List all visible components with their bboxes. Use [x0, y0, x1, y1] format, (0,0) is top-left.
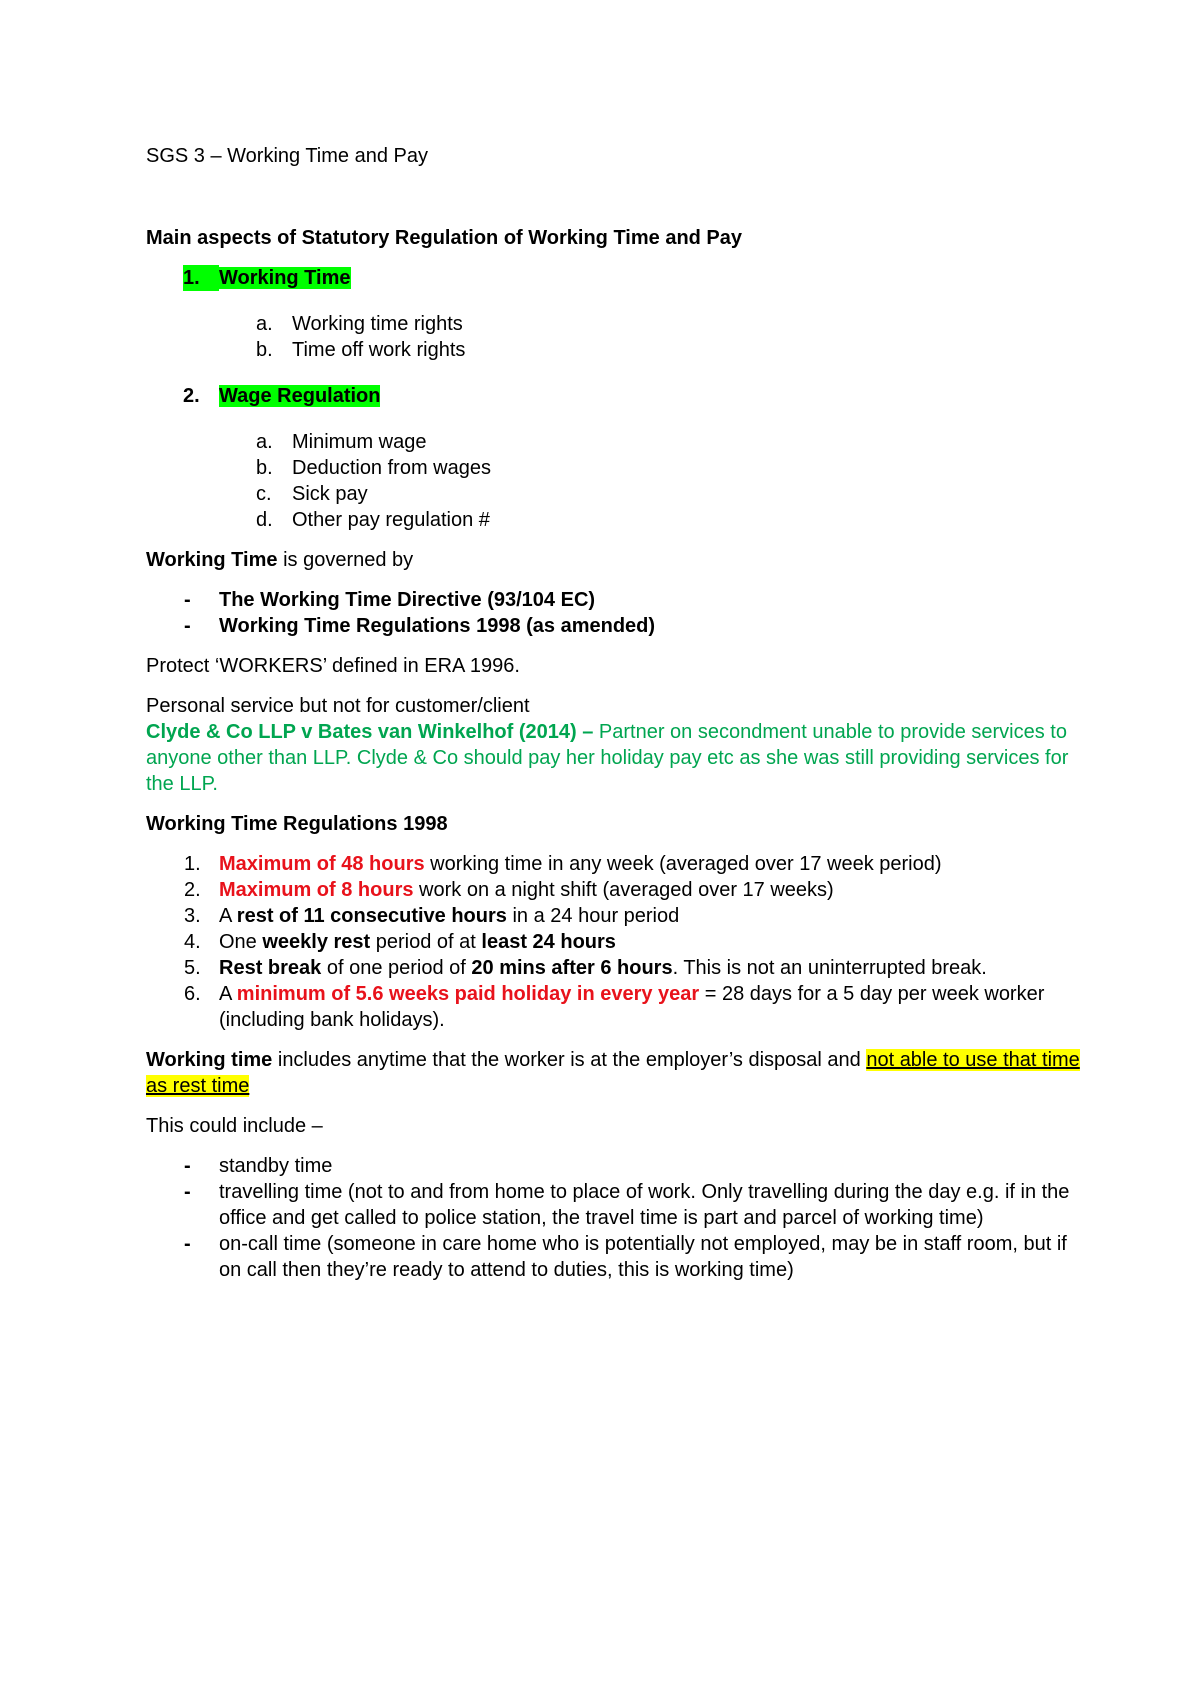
list-item — [146, 311, 1086, 337]
case-paragraph — [146, 719, 1086, 797]
wtr-list-item — [146, 851, 1086, 877]
case-name: Clyde & Co LLP v Bates van Winkelhof (2014) – — [146, 721, 594, 743]
list-marker: - — [184, 589, 191, 611]
list-item — [146, 1179, 1086, 1231]
list-item-text: Working Time Regulations 1998 (as amended) — [219, 615, 656, 637]
text-run: period of at — [370, 931, 482, 953]
wtr-list — [146, 851, 1086, 1033]
working-time-definition — [146, 1047, 1086, 1099]
list-marker: - — [184, 1233, 191, 1255]
wtr-list-item — [146, 929, 1086, 955]
text-run: least 24 hours — [481, 931, 616, 953]
list-item — [146, 429, 1086, 455]
list-marker: b. — [256, 457, 273, 479]
list-marker: b. — [256, 339, 273, 361]
list-marker: 4. — [184, 931, 201, 953]
section-heading-working-time — [183, 265, 1086, 291]
list-marker: c. — [256, 483, 272, 505]
section-number: 1. — [183, 265, 219, 291]
text-run: in a 24 hour period — [506, 905, 680, 927]
list-item — [146, 507, 1086, 533]
list-marker: d. — [256, 509, 273, 531]
wtr-list-item — [146, 877, 1086, 903]
list-item-text: Minimum wage — [292, 431, 427, 453]
list-item-text: Working time rights — [292, 313, 463, 335]
definition-bold: Working time — [146, 1049, 273, 1071]
definition-highlight: not able to use that time as rest time — [146, 1049, 1080, 1097]
list-marker: 2. — [184, 879, 201, 901]
text-run: One — [219, 931, 263, 953]
wtr-list-item — [146, 955, 1086, 981]
document-body — [146, 143, 1086, 1283]
text-run: Maximum of 48 hours — [219, 853, 425, 875]
list-item-text: on-call time (someone in care home who is potentially not employed, may be in staff room, but if on call then they’re ready to attend to duties, this is working time) — [219, 1233, 1067, 1281]
section-heading-wage-regulation — [183, 383, 1086, 409]
wtr-heading-text: Working Time Regulations 1998 — [146, 813, 448, 835]
list-item-text: standby time — [219, 1155, 333, 1177]
list-marker: 3. — [184, 905, 201, 927]
list-item — [146, 1231, 1086, 1283]
list-item — [146, 481, 1086, 507]
list-marker: a. — [256, 431, 273, 453]
governed-by-paragraph — [146, 547, 1086, 573]
text-run: minimum of 5.6 weeks paid holiday in every year — [236, 983, 700, 1005]
list-item — [146, 455, 1086, 481]
text-run: Rest break — [219, 957, 322, 979]
text-run: = 28 days for a 5 day per week worker (including bank holidays). — [219, 983, 1045, 1031]
text-run: working time in any week (averaged over 17 week period) — [424, 853, 942, 875]
list-item-text: Sick pay — [292, 483, 368, 505]
list-marker: - — [184, 1155, 191, 1177]
include-intro: This could include – — [146, 1115, 323, 1137]
governed-bold: Working Time — [146, 549, 278, 571]
list-item-text: Deduction from wages — [292, 457, 491, 479]
personal-service-paragraph: Personal service but not for customer/client — [146, 695, 530, 717]
list-marker: 1. — [184, 853, 201, 875]
text-run: . This is not an uninterrupted break. — [672, 957, 987, 979]
governed-list — [146, 587, 1086, 639]
text-run: Maximum of 8 hours — [219, 879, 414, 901]
section-label: Working Time — [219, 267, 351, 289]
section-label: Wage Regulation — [219, 385, 381, 407]
wtr-list-item — [146, 903, 1086, 929]
list-item — [146, 337, 1086, 363]
list-item-text: Other pay regulation # — [292, 509, 490, 531]
text-run: of one period of — [321, 957, 472, 979]
list-marker: - — [184, 1181, 191, 1203]
protect-paragraph: Protect ‘WORKERS’ defined in ERA 1996. — [146, 655, 520, 677]
list-item-text: Time off work rights — [292, 339, 466, 361]
text-run: rest of 11 consecutive hours — [236, 905, 507, 927]
include-list — [146, 1153, 1086, 1283]
case-description: Partner on secondment unable to provide services to anyone other than LLP. Clyde & Co should pay her holiday pay etc as she was still providing services for the LLP. — [146, 721, 1069, 795]
governed-rest: is governed by — [277, 549, 414, 571]
list-item-text: travelling time (not to and from home to place of work. Only travelling during the day e.g. if in the office and get called to police station, the travel time is part and parcel of working time) — [219, 1181, 1070, 1229]
text-run: A — [219, 905, 237, 927]
wage-regulation-sublist — [146, 429, 1086, 533]
list-marker: a. — [256, 313, 273, 335]
list-item-text: The Working Time Directive (93/104 EC) — [219, 589, 596, 611]
list-marker: - — [184, 615, 191, 637]
main-heading: Main aspects of Statutory Regulation of Working Time and Pay — [146, 227, 743, 249]
text-run: weekly rest — [262, 931, 371, 953]
section-number: 2. — [183, 385, 200, 407]
text-run: A — [219, 983, 237, 1005]
text-run: work on a night shift (averaged over 17 weeks) — [413, 879, 834, 901]
list-marker: 6. — [184, 983, 201, 1005]
list-item — [146, 1153, 1086, 1179]
wtr-list-item — [146, 981, 1086, 1033]
list-item — [146, 613, 1086, 639]
wtr-heading — [146, 811, 1086, 837]
document-title: SGS 3 – Working Time and Pay — [146, 145, 428, 167]
text-run: 20 mins after 6 hours — [471, 957, 673, 979]
list-marker: 5. — [184, 957, 201, 979]
working-time-sublist — [146, 311, 1086, 363]
list-item — [146, 587, 1086, 613]
definition-rest: includes anytime that the worker is at the employer’s disposal and — [272, 1049, 867, 1071]
